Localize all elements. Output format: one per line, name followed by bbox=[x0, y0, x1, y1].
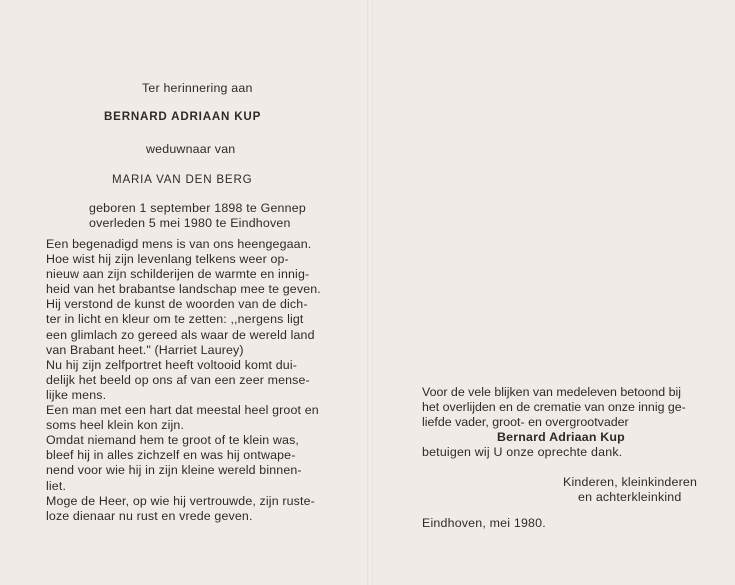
memorial-line: liet. bbox=[46, 478, 67, 493]
memorial-line: bleef hij in alles zichzelf en was hij ontwape- bbox=[46, 448, 296, 463]
thanks-line: Voor de vele blijken van medeleven betoond bij bbox=[422, 385, 682, 399]
thanks-line: het overlijden en de crematie van onze innig ge- bbox=[422, 400, 686, 414]
deceased-name: BERNARD ADRIAAN KUP bbox=[104, 110, 262, 123]
memorial-line: loze dienaar nu rust en vrede geven. bbox=[46, 508, 253, 523]
intro-text: Ter herinnering aan bbox=[142, 81, 253, 95]
death-line: overleden 5 mei 1980 te Eindhoven bbox=[89, 216, 291, 230]
thanks-closing: betuigen wij U onze oprechte dank. bbox=[422, 445, 623, 459]
thanks-line: liefde vader, groot- en overgrootvader bbox=[422, 415, 629, 429]
memorial-line: nieuw aan zijn schilderijen de warmte en innig- bbox=[46, 267, 310, 282]
spouse-name: MARIA VAN DEN BERG bbox=[112, 173, 253, 186]
right-page bbox=[373, 0, 735, 585]
memorial-line: ter in licht en kleur om te zetten: ,,nergens ligt bbox=[46, 312, 304, 327]
signature-line-2: en achterkleinkind bbox=[578, 490, 682, 504]
memorial-line: lijke mens. bbox=[46, 387, 107, 402]
memorial-line: Een begenadigd mens is van ons heengegaan. bbox=[46, 237, 312, 251]
thanks-name: Bernard Adriaan Kup bbox=[497, 430, 625, 444]
memorial-line: Omdat niemand hem te groot of te klein was, bbox=[46, 433, 300, 448]
place-date: Eindhoven, mei 1980. bbox=[422, 516, 546, 530]
memorial-line: nend voor wie hij in zijn kleine wereld binnen- bbox=[46, 463, 302, 478]
thanks-text bbox=[422, 385, 686, 430]
memorial-line: delijk het beeld op ons af van een zeer mense- bbox=[46, 372, 310, 387]
memorial-line: Hoe wist hij zijn levenlang telkens weer op- bbox=[46, 252, 289, 267]
memorial-line: Een man met een hart dat meestal heel groot en bbox=[46, 403, 319, 418]
relation-text: weduwnaar van bbox=[146, 142, 236, 156]
memorial-line: Moge de Heer, op wie hij vertrouwde, zijn ruste- bbox=[46, 493, 315, 508]
memorial-text bbox=[46, 237, 346, 524]
memorial-line: Hij verstond de kunst de woorden van de dich- bbox=[46, 297, 308, 312]
birth-line: geboren 1 september 1898 te Gennep bbox=[89, 201, 306, 215]
memorial-line: Nu hij zijn zelfportret heeft voltooid komt dui- bbox=[46, 357, 297, 372]
signature-line-1: Kinderen, kleinkinderen bbox=[563, 475, 698, 489]
memorial-line: van Brabant heet." (Harriet Laurey) bbox=[46, 342, 244, 357]
memorial-line: een glimlach zo gereed als waar de wereld land bbox=[46, 327, 315, 342]
left-page bbox=[0, 0, 367, 585]
memorial-line: soms heel klein kon zijn. bbox=[46, 418, 185, 433]
memorial-line: heid van het brabantse landschap mee te geven. bbox=[46, 282, 321, 297]
